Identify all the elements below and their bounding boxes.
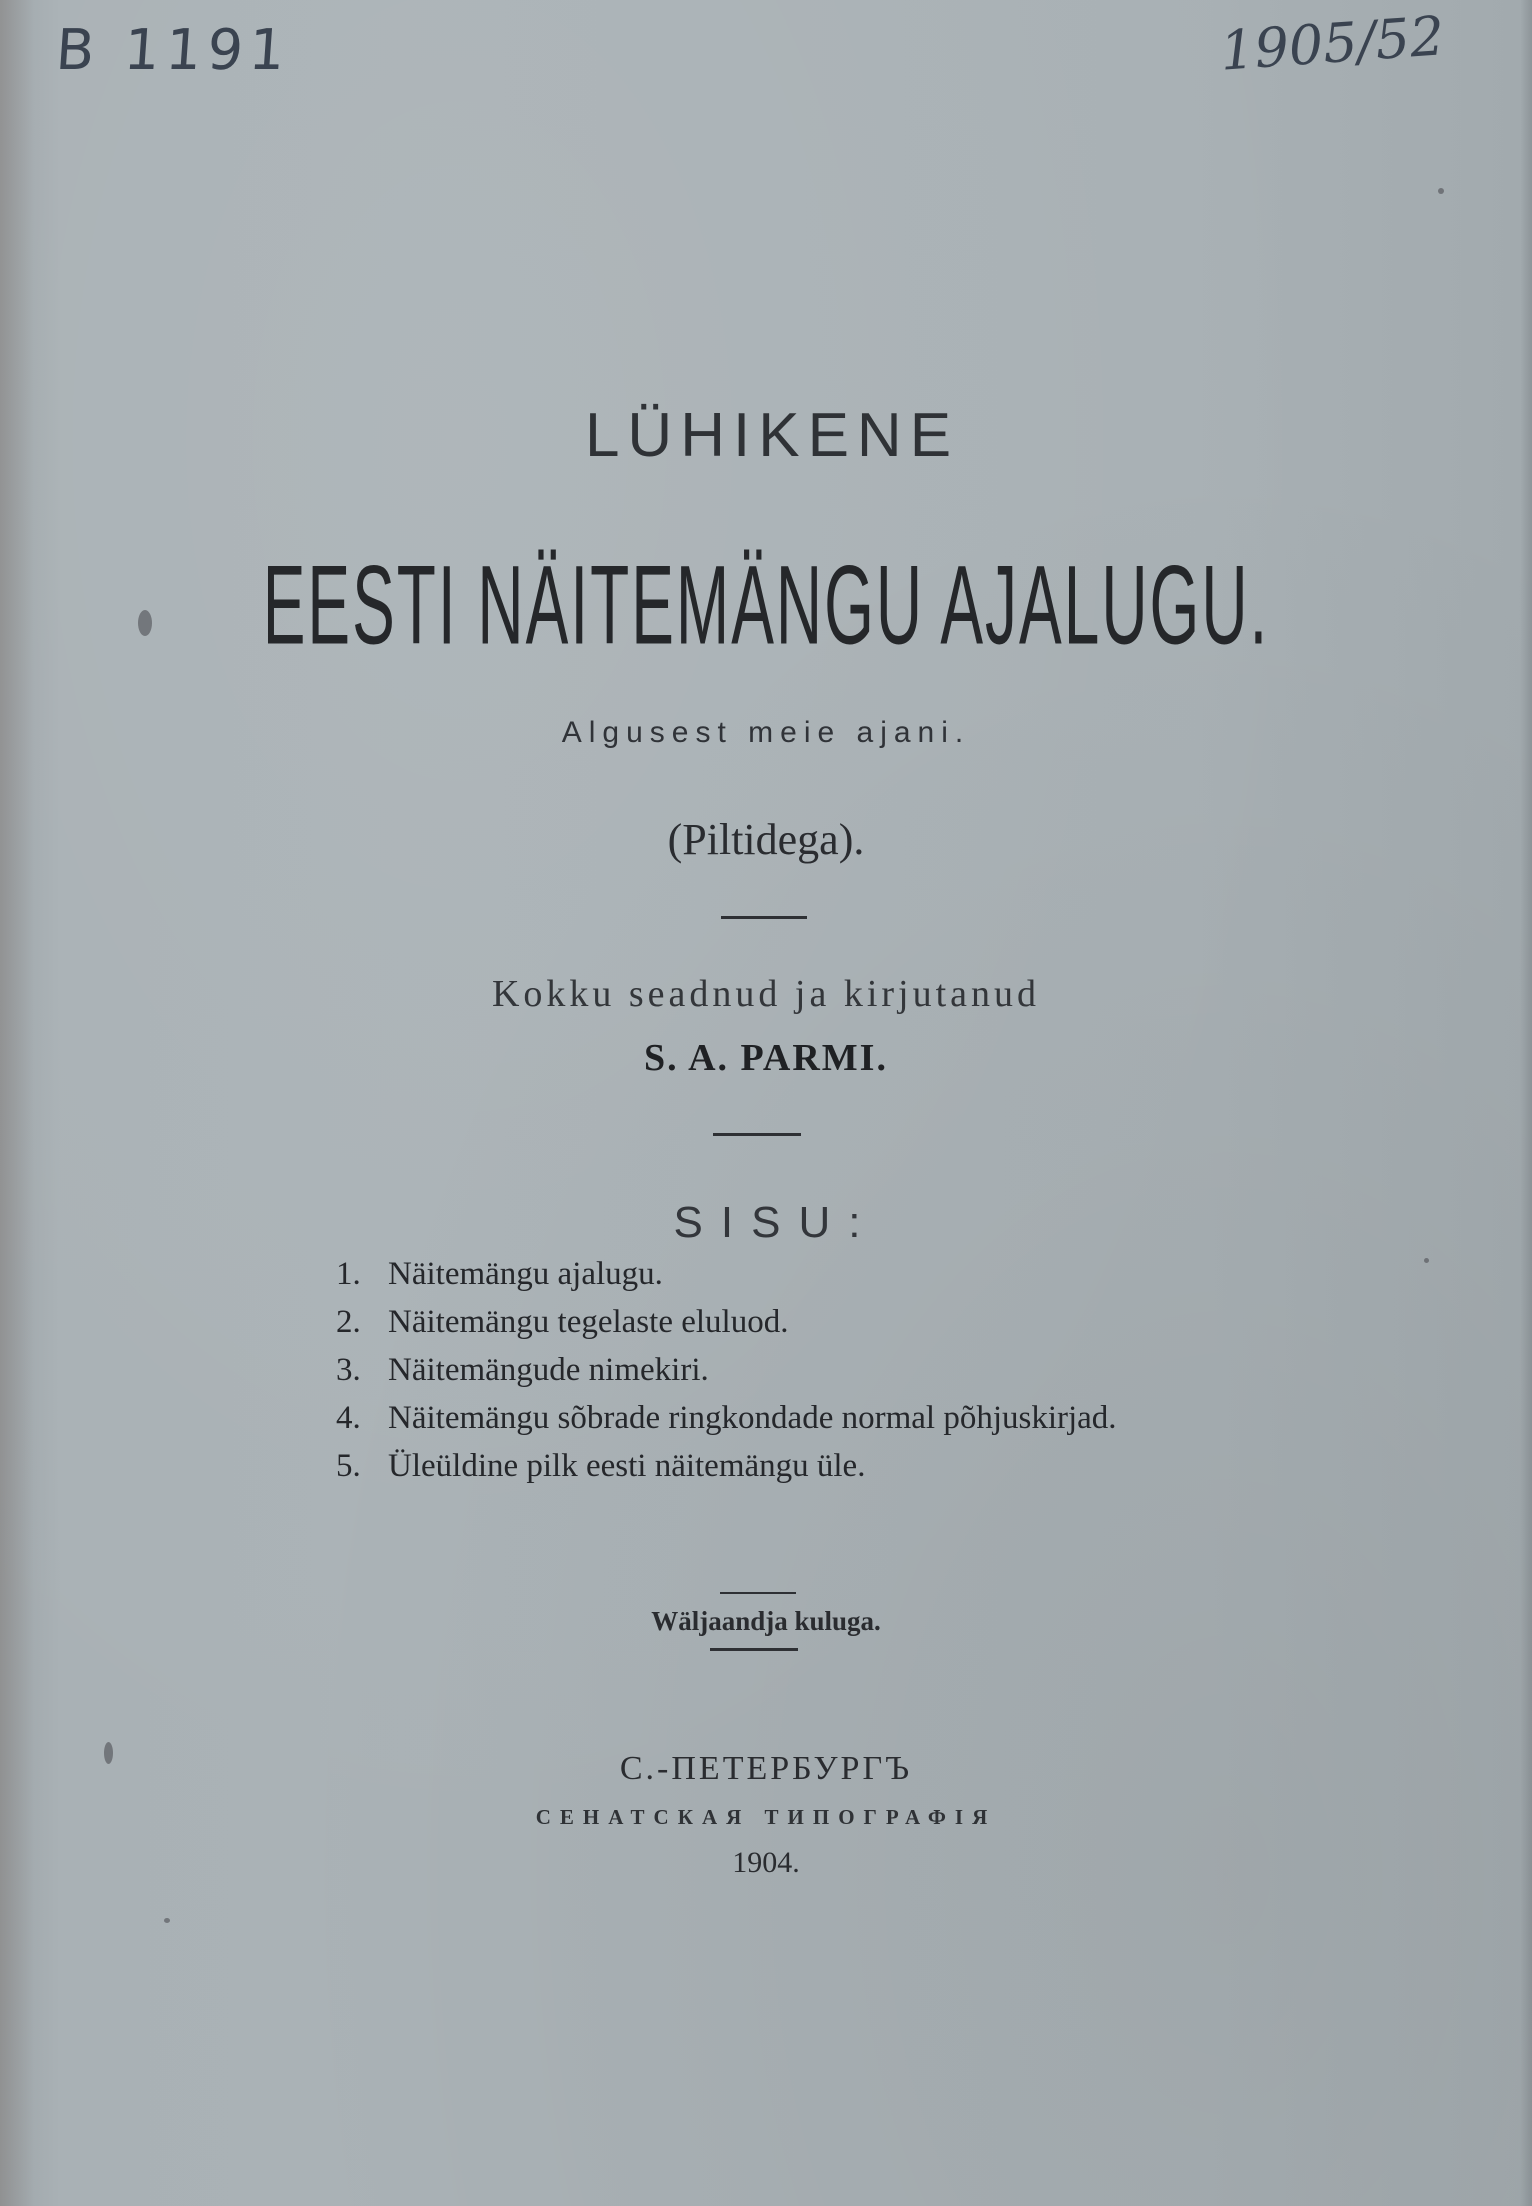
contents-item-number: 5.: [336, 1448, 361, 1484]
contents-item-text: Näitemängu ajalugu.: [388, 1256, 663, 1292]
ink-speck: [164, 1918, 170, 1923]
publisher-note: Wäljaandja kuluga.: [651, 1606, 881, 1636]
ink-speck: [1424, 1258, 1429, 1263]
compiled-by-line: Kokku seadnud ja kirjutanud: [491, 973, 1041, 1015]
contents-item: [336, 1352, 1117, 1400]
main-title-line: [0, 540, 1532, 670]
imprint-press: СЕНАТСКАЯ ТИПОГРАФІЯ: [535, 1805, 997, 1829]
contents-item-text: Näitemängu tegelaste eluluod.: [388, 1304, 789, 1340]
ink-speck: [1438, 188, 1444, 194]
handwritten-accession-number: 1905/52: [1218, 4, 1447, 83]
contents-item-text: Näitemängude nimekiri.: [388, 1352, 709, 1388]
contents-item: [336, 1256, 1117, 1304]
contents-item-number: 4.: [336, 1400, 361, 1436]
divider-rule: [710, 1648, 798, 1651]
divider-rule: [721, 916, 807, 919]
imprint-city: С.-ПЕТЕРБУРГЪ: [619, 1750, 913, 1787]
contents-item-text: Üleüldine pilk eesti näitemängu üle.: [388, 1448, 866, 1484]
author-name: S. A. PARMI.: [644, 1037, 888, 1079]
contents-heading: SISU:: [673, 1198, 879, 1247]
subtitle: Algusest meie ajani.: [561, 716, 971, 749]
pictures-note: (Piltidega).: [667, 815, 865, 864]
contents-item: [336, 1448, 1117, 1496]
contents-item: [336, 1400, 1117, 1448]
handwritten-shelf-mark: B 1191: [53, 18, 294, 83]
divider-rule: [713, 1133, 801, 1136]
contents-list: [336, 1256, 1117, 1496]
contents-item-text: Näitemängu sõbrade ringkondade normal põhjuskirjad.: [388, 1400, 1117, 1436]
contents-item: [336, 1304, 1117, 1352]
divider-rule: [720, 1592, 796, 1594]
contents-item-number: 3.: [336, 1352, 361, 1388]
main-title: EESTI NÄITEMÄNGU AJALUGU.: [262, 541, 1270, 668]
imprint-year: 1904.: [732, 1846, 800, 1879]
contents-item-number: 1.: [336, 1256, 361, 1292]
contents-item-number: 2.: [336, 1304, 361, 1340]
over-title: LÜHIKENE: [584, 401, 960, 470]
